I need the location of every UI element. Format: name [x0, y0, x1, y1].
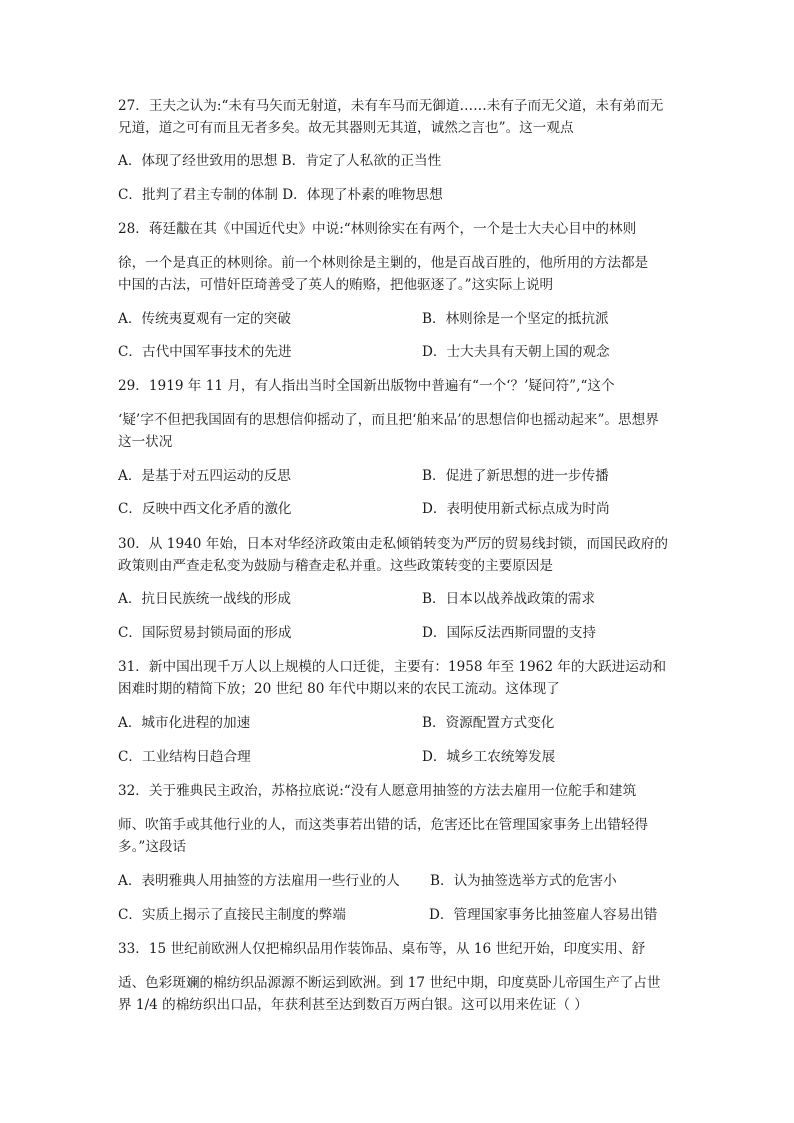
q28-stem-line-3: 中国的古法，可惜奸臣琦善受了英人的贿赂，把他驱逐了。”这实际上说明 [118, 277, 554, 293]
q33-stem-line-1: 33．15 世纪前欧洲人仅把棉织品用作装饰品、桌布等，从 16 世纪开始，印度实用、舒 [118, 941, 646, 957]
q29-option-d: D．表明使用新式标点成为时尚 [422, 501, 610, 517]
q32-option-a: A．表明雅典人用抽签的方法雇用一些行业的人 [118, 873, 400, 889]
q30-option-d: D．国际反法西斯同盟的支持 [422, 625, 597, 641]
q31-option-d: D．城乡工农统筹发展 [422, 749, 556, 765]
q32-option-b: B．认为抽签选举方式的危害小 [430, 873, 617, 889]
q31-stem-line-1: 31．新中国出现千万人以上规模的人口迁徙，主要有：1958 年至 1962 年的大跃进运动和 [118, 659, 667, 675]
q32-option-d: D．管理国家事务比抽签雇人容易出错 [429, 907, 658, 923]
q29-option-c: C．反映中西文化矛盾的激化 [118, 501, 292, 517]
q29-stem-line-2: ‘疑’字不但把我国固有的思想信仰摇动了，而且把‘舶来品’的思想信仰也摇动起来”。思想界 [118, 412, 659, 428]
q31-stem-line-2: 困难时期的精简下放；20 世纪 80 年代中期以来的农民工流动。这体现了 [118, 681, 560, 697]
q31-option-c: C．工业结构日趋合理 [118, 749, 251, 765]
q28-option-c: C．古代中国军事技术的先进 [118, 344, 292, 360]
q27-options-ab: A．体现了经世致用的思想 B．肯定了人私欲的正当性 [118, 153, 442, 169]
q30-option-a: A．抗日民族统一战线的形成 [118, 591, 291, 607]
q32-option-c: C．实质上揭示了直接民主制度的弊端 [118, 907, 346, 923]
q29-option-b: B．促进了新思想的进一步传播 [422, 468, 609, 484]
q29-stem-line-3: 这一状况 [118, 434, 173, 450]
q30-stem-line-1: 30．从 1940 年始，日本对华经济政策由走私倾销转变为严厉的贸易线封锁，而国民政府的 [118, 536, 668, 552]
q32-stem-line-1: 32．关于雅典民主政治，苏格拉底说:“没有人愿意用抽签的方法去雇用一位舵手和建筑 [118, 783, 637, 799]
q31-option-a: A．城市化进程的加速 [118, 715, 251, 731]
q30-option-c: C．国际贸易封锁局面的形成 [118, 625, 292, 641]
q31-option-b: B．资源配置方式变化 [422, 715, 555, 731]
q33-stem-line-2: 适、色彩斑斓的棉纺织品源源不断运到欧洲。到 17 世纪中期，印度莫卧儿帝国生产了占世 [118, 975, 661, 991]
q28-stem-line-2: 徐，一个是真正的林则徐。前一个林则徐是主剿的，他是百战百胜的，他所用的方法都是 [118, 255, 649, 271]
q28-option-a: A．传统夷夏观有一定的突破 [118, 311, 291, 327]
q32-stem-line-3: 多。”这段话 [118, 839, 187, 855]
q29-stem-line-1: 29．1919 年 11 月，有人指出当时全国新出版物中普遍有“一个‘？’疑问符”,“这个 [118, 378, 615, 394]
q30-stem-line-2: 政策则由严查走私变为鼓励与稽查走私并重。这些政策转变的主要原因是 [118, 558, 553, 574]
q32-stem-line-2: 师、吹笛手或其他行业的人，而这类事若出错的话，危害还比在管理国家事务上出错轻得 [118, 817, 649, 833]
q28-option-b: B．林则徐是一个坚定的抵抗派 [422, 311, 609, 327]
q29-option-a: A．是基于对五四运动的反思 [118, 468, 291, 484]
q27-options-cd: C．批判了君主专制的体制 D．体现了朴素的唯物思想 [118, 187, 443, 203]
q27-stem-line-2: 兄道，道之可有而且无者多矣。故无其器则无其道，诚然之言也”。这一观点 [118, 120, 574, 136]
q27-stem-line-1: 27．王夫之认为:“未有马矢而无射道，未有车马而无御道……未有子而无父道，未有弟而无 [118, 98, 664, 114]
q28-option-d: D．士大夫具有天朝上国的观念 [422, 344, 610, 360]
q28-stem-line-1: 28．蒋廷黻在其《中国近代史》中说:“林则徐实在有两个，一个是士大夫心目中的林则 [118, 221, 637, 237]
q30-option-b: B．日本以战养战政策的需求 [422, 591, 596, 607]
q33-stem-line-3: 界 1/4 的棉纺织出口品，年获利甚至达到数百万两白银。这可以用来佐证（ ） [118, 997, 588, 1013]
